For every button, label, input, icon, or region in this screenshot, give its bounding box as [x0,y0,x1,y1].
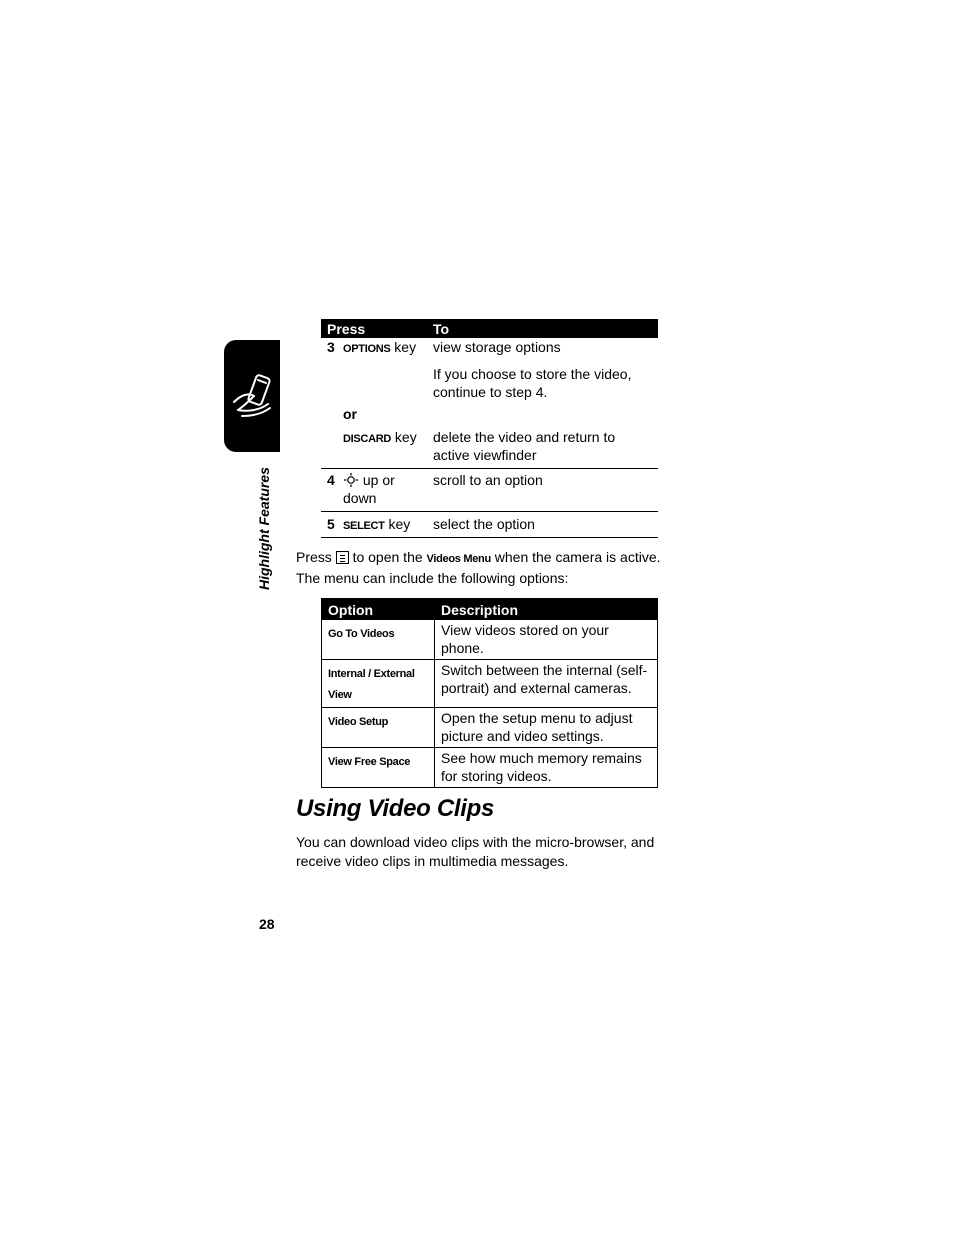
intro-text: to open the [348,549,427,565]
action-text: delete the video and return to active viewfinder [427,423,658,469]
menu-key-icon [336,551,349,564]
table-row [321,423,658,469]
press-header: Press [321,319,427,338]
intro-text: when the camera is active. The menu can include the following options: [296,549,661,586]
phone-hand-icon [230,368,276,424]
section-title: Using Video Clips [296,795,495,822]
side-section-label: Highlight Features [256,467,272,590]
table-row [321,512,658,538]
option-header: Option [322,599,435,620]
option-description: View videos stored on your phone. [435,620,658,660]
table-row [322,748,658,788]
action-note: If you choose to store the video, continue to step 4. [433,366,632,400]
key-suffix: key [391,429,417,445]
step-number: 4 [321,469,341,512]
option-description: Switch between the internal (self-portrait) and external cameras. [435,660,658,708]
table-row [322,660,658,708]
key-suffix: key [384,516,411,532]
intro-paragraph [296,548,676,588]
action-text: scroll to an option [427,469,658,512]
option-description: Open the setup menu to adjust picture and video settings. [435,708,658,748]
to-header: To [427,319,658,338]
option-name: Internal / External View [328,668,415,701]
select-key: SELECT [343,520,385,532]
key-suffix: up or down [343,472,395,506]
table-row [322,620,658,660]
table-row [322,708,658,748]
page-number: 28 [259,916,275,932]
section-body: You can download video clips with the micro-browser, and receive video clips in multimedia messages. [296,834,655,869]
option-name: Video Setup [328,716,389,728]
description-header: Description [435,599,658,620]
action-text: view storage options [433,339,561,355]
option-name: Go To Videos [328,628,395,640]
option-description: See how much memory remains for storing videos. [435,748,658,788]
key-suffix: key [390,339,417,355]
press-table [321,319,658,538]
table-row [321,469,658,512]
options-key: OPTIONS [343,343,391,355]
step-number: 3 [327,339,335,355]
nav-key-icon [343,473,359,487]
table-row [321,401,658,423]
intro-text: Press [296,549,336,565]
step-number: 5 [321,512,341,538]
table-row [321,338,658,358]
videos-menu-label: Videos Menu [426,553,491,565]
table-row [321,358,658,401]
action-text: select the option [427,512,658,538]
discard-key: DISCARD [343,433,392,445]
option-name: View Free Space [328,756,411,768]
section-tab [224,340,280,452]
or-label: or [343,406,357,422]
options-table [321,598,658,788]
